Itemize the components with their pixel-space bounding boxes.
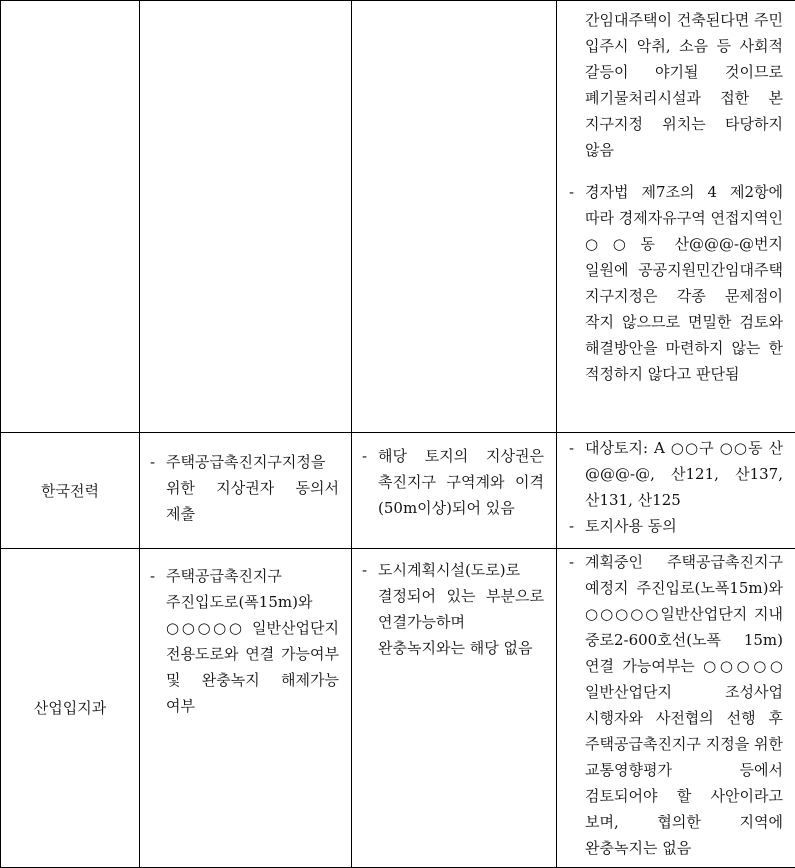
opinion-item-text: 토지사용 동의 (585, 513, 783, 539)
review-cell (352, 433, 557, 549)
opinion-cell (557, 1, 795, 433)
table-row (1, 549, 795, 868)
bullet-dash: - (362, 443, 378, 521)
review-item-text: 해당 토지의 지상권은 촉진지구 구역계와 이격(50m이상)되어 있음 (378, 443, 544, 521)
review-cell (352, 1, 557, 433)
bullet-dash: - (569, 435, 585, 513)
opinion-item-text: 대상토지: A ○○구 ○○동 산@@@-@, 산121, 산137, 산131, 산125 (585, 435, 783, 513)
org-cell (1, 549, 140, 868)
bullet-dash: - (362, 557, 378, 661)
org-name: 한국전력 (41, 482, 99, 500)
opinion-item (569, 179, 783, 387)
request-item (150, 449, 339, 527)
table-row (1, 433, 795, 549)
opinion-cell (557, 549, 795, 868)
opinion-item-text: 계획중인 주택공급촉진지구 예정지 주진입로(노폭15m)와 ○○○○○일반산업단지 지내 중로2-600호선(노폭 15m) 연결 가능여부는 ○○○○○일반산업단지 조성사업 시행자와 사전협의 선행 후 주택공급촉진지구 지정을 위한 교통영향평가 등에서 검토되어야 할 사안이라고 보며, 협의한 지역에 완충녹지는 없음 (585, 549, 783, 861)
org-cell (1, 433, 140, 549)
request-cell (140, 433, 352, 549)
opinion-item-text: 경자법 제7조의 4 제2항에 따라 경제자유구역 연접지역인 ○○동 산@@@-@번지 일원에 공공지원민간임대주택 지구지정은 각종 문제점이 작지 않으므로 면밀한 검토와 해결방안을 마련하지 않는 한 적정하지 않다고 판단됨 (585, 179, 783, 387)
bullet-dash: - (569, 513, 585, 539)
request-item-text: 주택공급촉진지구지정을 위한 지상권자 동의서 제출 (166, 449, 339, 527)
request-item-text: 주택공급촉진지구 주진입도로(폭15m)와 ○○○○○ 일반산업단지 전용도로와 연결 가능여부 및 완충녹지 해제가능 여부 (166, 563, 339, 719)
review-item-text: 도시계획시설(도로)로 결정되어 있는 부분으로 연결가능하며 완충녹지와는 해당 없음 (378, 557, 544, 661)
review-item (362, 557, 544, 661)
request-cell (140, 1, 352, 433)
review-cell (352, 549, 557, 868)
bullet-dash: - (150, 563, 166, 719)
opinion-item (569, 435, 783, 513)
opinion-cell (557, 433, 795, 549)
bullet-dash: - (150, 449, 166, 527)
opinion-continued-text: 간임대주택이 건축된다면 주민 입주시 악취, 소음 등 사회적 갈등이 야기될 것이므로 폐기물처리시설과 접한 본 지구지정 위치는 타당하지 않음 (569, 7, 783, 163)
request-cell (140, 549, 352, 868)
bullet-dash: - (569, 179, 585, 387)
opinion-item (569, 513, 783, 539)
bullet-dash: - (569, 549, 585, 861)
review-item (362, 443, 544, 521)
org-name: 산업입지과 (34, 699, 106, 717)
request-item (150, 563, 339, 719)
opinion-item (569, 549, 783, 861)
org-cell (1, 1, 140, 433)
table-row (1, 1, 795, 433)
